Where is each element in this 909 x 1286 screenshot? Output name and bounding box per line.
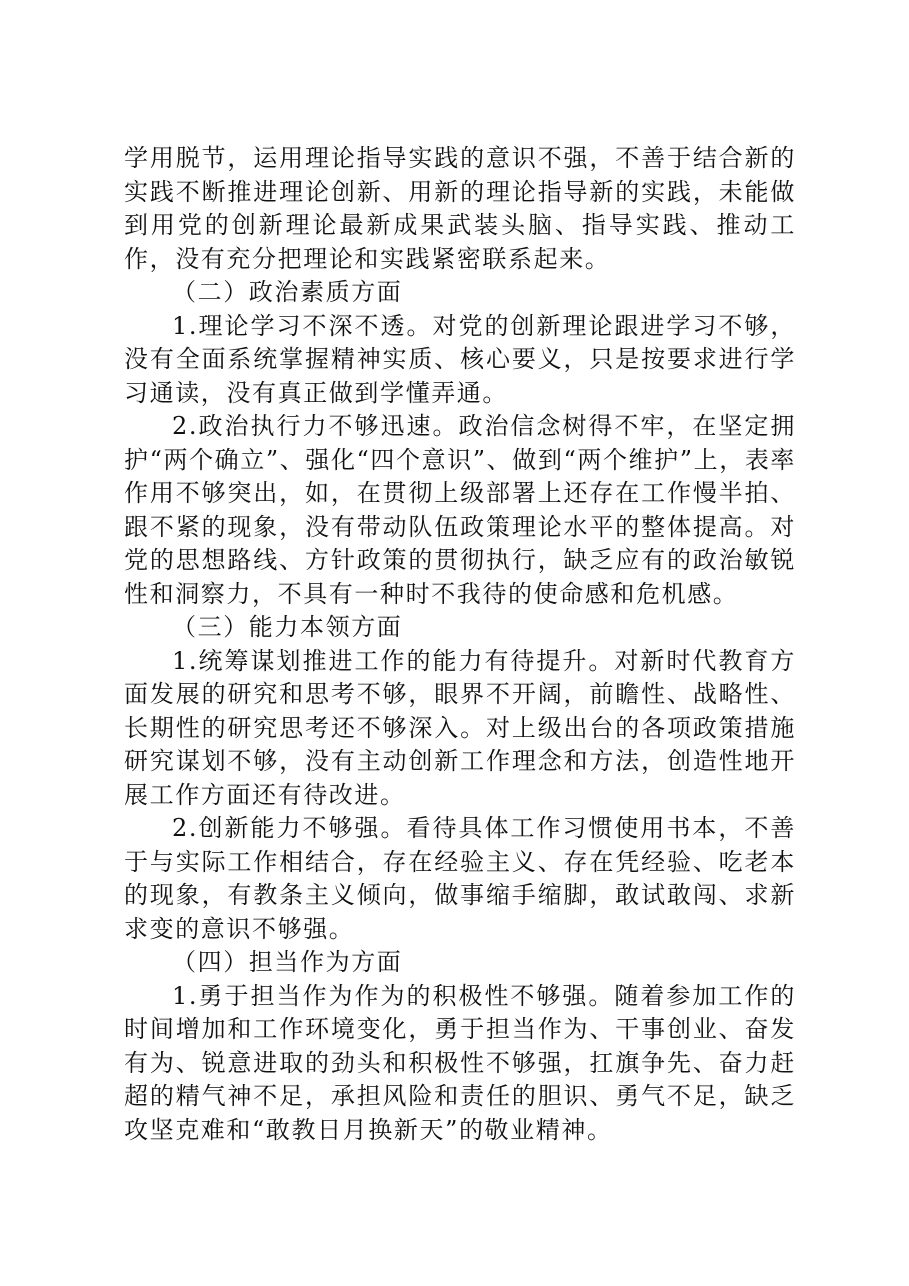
section-heading-responsibility: （四）担当作为方面 [172, 948, 403, 976]
paragraph-theory-study: 1.理论学习不深不透。对党的创新理论跟进学习不够，没有全面系统掌握精神实质、核心要义，只是按要求进行学习通读，没有真正做到学懂弄通。 [124, 311, 796, 407]
paragraph-planning-ability: 1.统筹谋划推进工作的能力有待提升。对新时代教育方面发展的研究和思考不够，眼界不开阔，前瞻性、战略性、长期性的研究思考还不够深入。对上级出台的各项政策措施研究谋划不够，没有主动创新工作理念和方法，创造性地开展工作方面还有待改进。 [124, 646, 796, 809]
section-heading-political-quality: （二）政治素质方面 [172, 278, 403, 306]
document-page [124, 142, 796, 1147]
paragraph-continuation: 学用脱节，运用理论指导实践的意识不强，不善于结合新的实践不断推进理论创新、用新的理论指导新的实践，未能做到用党的创新理论最新成果武装头脑、指导实践、推动工作，没有充分把理论和实践紧密联系起来。 [124, 144, 796, 273]
section-heading-ability: （三）能力本领方面 [172, 613, 403, 641]
paragraph-political-execution: 2.政治执行力不够迅速。政治信念树得不牢，在坚定拥护“两个确立”、强化“四个意识”、做到“两个维护”上，表率作用不够突出，如，在贯彻上级部署上还存在工作慢半拍、跟不紧的现象，没有带动队伍政策理论水平的整体提高。对党的思想路线、方针政策的贯彻执行，缺乏应有的政治敏锐性和洞察力，不具有一种时不我待的使命感和危机感。 [124, 412, 797, 608]
paragraph-innovation-ability: 2.创新能力不够强。看待具体工作习惯使用书本，不善于与实际工作相结合，存在经验主义、存在凭经验、吃老本的现象，有教条主义倾向，做事缩手缩脚，敢试敢闯、求新求变的意识不够强。 [124, 814, 796, 943]
paragraph-responsibility: 1.勇于担当作为作为的积极性不够强。随着参加工作的时间增加和工作环境变化，勇于担当作为、干事创业、奋发有为、锐意进取的劲头和积极性不够强，扛旗争先、奋力赶超的精气神不足，承担风险和责任的胆识、勇气不足，缺乏攻坚克难和“敢教日月换新天”的敬业精神。 [124, 981, 796, 1144]
